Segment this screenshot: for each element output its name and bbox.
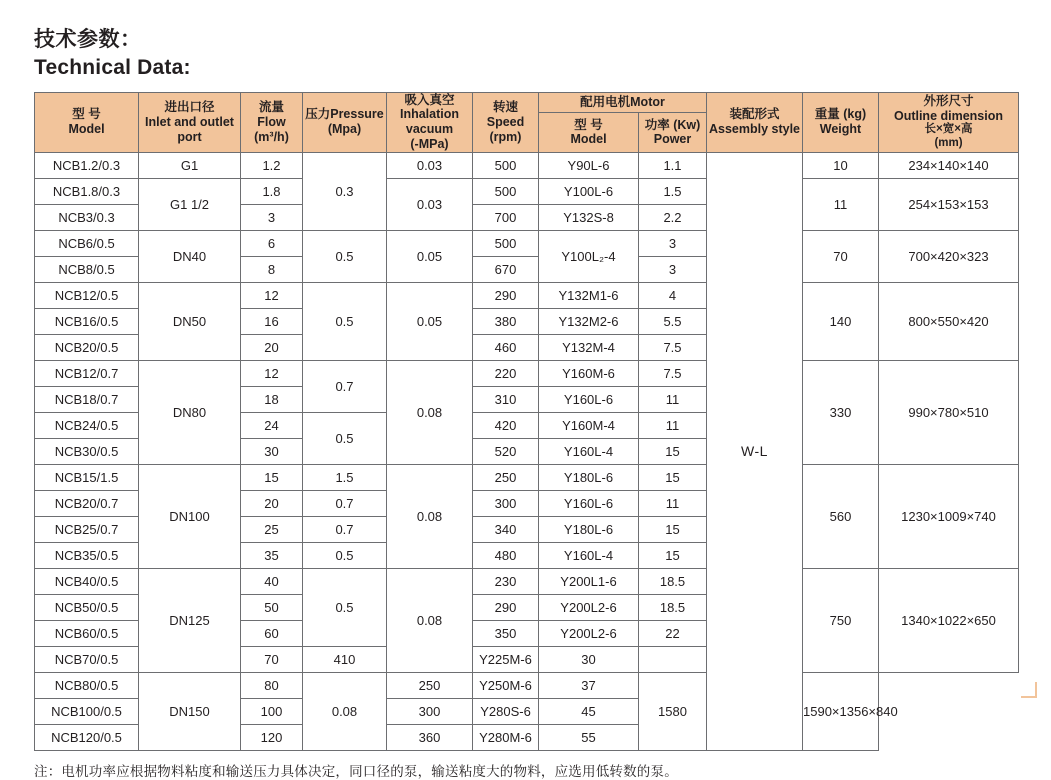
- col-speed-en: Speed: [486, 114, 525, 129]
- col-dimension: [879, 92, 1019, 152]
- col-speed: [473, 92, 539, 152]
- cell-flow: 18: [241, 386, 303, 412]
- col-assembly-en: Assembly style: [708, 122, 801, 137]
- cell-pressure: 0.5: [303, 412, 387, 464]
- col-pressure: [303, 92, 387, 152]
- cell-flow: 3: [241, 204, 303, 230]
- cell-model: NCB20/0.7: [35, 490, 139, 516]
- cell-flow: 12: [241, 282, 303, 308]
- cell-motor-power: 45: [539, 698, 639, 724]
- cell-model: NCB1.8/0.3: [35, 178, 139, 204]
- cell-speed: 700: [473, 204, 539, 230]
- cell-speed: 480: [473, 542, 539, 568]
- cell-speed: 300: [387, 698, 473, 724]
- cell-speed: 250: [387, 672, 473, 698]
- cell-vacuum: 0.08: [387, 464, 473, 568]
- col-weight: [803, 92, 879, 152]
- cell-pressure: 1.5: [303, 464, 387, 490]
- cell-speed: 500: [473, 178, 539, 204]
- cell-motor-power: 22: [639, 620, 707, 646]
- cell-model: NCB40/0.5: [35, 568, 139, 594]
- table-row: [35, 464, 1019, 490]
- cell-weight: 11: [803, 178, 879, 230]
- cell-port: DN125: [139, 568, 241, 672]
- col-port: [139, 92, 241, 152]
- cell-motor-model: Y90L-6: [539, 152, 639, 178]
- cell-motor-model: Y160M-6: [539, 360, 639, 386]
- cell-motor-model: Y160L-4: [539, 438, 639, 464]
- col-weight-cn: 重量 (kg): [814, 107, 867, 122]
- cell-weight: 750: [803, 568, 879, 672]
- cell-flow: 15: [241, 464, 303, 490]
- page-title-cn: 技术参数：: [34, 28, 142, 51]
- cell-model: NCB3/0.3: [35, 204, 139, 230]
- cell-motor-power: 11: [639, 490, 707, 516]
- cell-model: NCB12/0.5: [35, 282, 139, 308]
- col-motor-model: [539, 113, 639, 153]
- cell-motor-model: Y250M-6: [473, 672, 539, 698]
- col-model: [35, 92, 139, 152]
- cell-flow: 35: [241, 542, 303, 568]
- header-row-1: [35, 92, 1019, 112]
- cell-motor-power: 15: [639, 516, 707, 542]
- col-port-cn: 进出口径: [164, 100, 215, 115]
- col-model-en: Model: [68, 122, 105, 137]
- cell-motor-model: Y100L-6: [539, 178, 639, 204]
- cell-pressure: 0.7: [303, 360, 387, 412]
- cell-assembly: W-L: [707, 152, 803, 750]
- cell-model: NCB6/0.5: [35, 230, 139, 256]
- cell-vacuum: 0.05: [387, 230, 473, 282]
- cell-port: DN50: [139, 282, 241, 360]
- cell-speed: 380: [473, 308, 539, 334]
- cell-flow: 60: [241, 620, 303, 646]
- cell-flow: 20: [241, 490, 303, 516]
- cell-motor-power: 11: [639, 386, 707, 412]
- cell-model: NCB35/0.5: [35, 542, 139, 568]
- cell-motor-power: 3: [639, 230, 707, 256]
- cell-weight: 70: [803, 230, 879, 282]
- cell-motor-power: 15: [639, 438, 707, 464]
- cell-model: NCB12/0.7: [35, 360, 139, 386]
- cell-motor-model: Y160L-6: [539, 386, 639, 412]
- cell-model: NCB24/0.5: [35, 412, 139, 438]
- col-vacuum: [387, 92, 473, 152]
- cell-model: NCB60/0.5: [35, 620, 139, 646]
- cell-speed: 460: [473, 334, 539, 360]
- cell-port: G1: [139, 152, 241, 178]
- cell-flow: 20: [241, 334, 303, 360]
- cell-motor-power: 4: [639, 282, 707, 308]
- cell-flow: 16: [241, 308, 303, 334]
- cell-motor-power: 7.5: [639, 360, 707, 386]
- cell-flow: 100: [241, 698, 303, 724]
- cell-speed: 230: [473, 568, 539, 594]
- cell-dimension: 990×780×510: [879, 360, 1019, 464]
- col-flow-cn: 流量: [258, 100, 284, 115]
- cell-motor-power: 2.2: [639, 204, 707, 230]
- col-weight-en: Weight: [819, 122, 862, 137]
- cell-model: NCB8/0.5: [35, 256, 139, 282]
- corner-decoration: [1021, 682, 1037, 698]
- cell-motor-model: Y200L2-6: [539, 594, 639, 620]
- cell-flow: 120: [241, 724, 303, 750]
- cell-speed: 360: [387, 724, 473, 750]
- cell-flow: 70: [241, 646, 303, 672]
- cell-model: NCB50/0.5: [35, 594, 139, 620]
- cell-motor-power: 30: [539, 646, 639, 672]
- cell-motor-model: Y132M1-6: [539, 282, 639, 308]
- cell-flow: 80: [241, 672, 303, 698]
- cell-motor-power: 7.5: [639, 334, 707, 360]
- table-body: [35, 152, 1019, 750]
- table-row: [35, 230, 1019, 256]
- cell-model: NCB20/0.5: [35, 334, 139, 360]
- cell-port: DN100: [139, 464, 241, 568]
- cell-motor-power: 5.5: [639, 308, 707, 334]
- cell-motor-model: Y280M-6: [473, 724, 539, 750]
- cell-dimension: 254×153×153: [879, 178, 1019, 230]
- cell-motor-power: 18.5: [639, 568, 707, 594]
- cell-flow: 50: [241, 594, 303, 620]
- cell-dimension: 700×420×323: [879, 230, 1019, 282]
- cell-model: NCB30/0.5: [35, 438, 139, 464]
- col-pressure-label: 压力Pressure: [305, 107, 384, 122]
- col-motor-power-cn: 功率 (Kw): [644, 117, 701, 132]
- cell-motor-power: 55: [539, 724, 639, 750]
- cell-dimension: 800×550×420: [879, 282, 1019, 360]
- cell-motor-model: Y200L1-6: [539, 568, 639, 594]
- col-motor-power-en: Power: [653, 132, 692, 147]
- col-flow-en: Flow: [257, 114, 286, 129]
- cell-port: G1 1/2: [139, 178, 241, 230]
- cell-pressure: 0.7: [303, 516, 387, 542]
- cell-motor-model: Y160L-6: [539, 490, 639, 516]
- cell-dimension: 234×140×140: [879, 152, 1019, 178]
- table-row: [35, 152, 1019, 178]
- col-dimension-en: Outline dimension: [893, 108, 1004, 123]
- col-vacuum-unit: (-MPa): [410, 136, 449, 151]
- table-row: [35, 282, 1019, 308]
- cell-port: DN150: [139, 672, 241, 750]
- technical-data-table: [34, 92, 1019, 751]
- table-row: [35, 360, 1019, 386]
- cell-weight: 330: [803, 360, 879, 464]
- cell-speed: 520: [473, 438, 539, 464]
- cell-motor-model: Y180L-6: [539, 464, 639, 490]
- cell-flow: 1.8: [241, 178, 303, 204]
- cell-motor-model: Y132M-4: [539, 334, 639, 360]
- cell-speed: 220: [473, 360, 539, 386]
- cell-motor-power: 15: [639, 542, 707, 568]
- cell-motor-model: Y180L-6: [539, 516, 639, 542]
- cell-pressure: 0.5: [303, 230, 387, 282]
- cell-weight: 560: [803, 464, 879, 568]
- col-vacuum-en: Inhalation vacuum: [399, 107, 460, 137]
- cell-vacuum: 0.08: [387, 360, 473, 464]
- cell-speed: 290: [473, 282, 539, 308]
- cell-weight: 1580: [639, 672, 707, 750]
- cell-dimension: 1340×1022×650: [879, 568, 1019, 672]
- cell-speed: 670: [473, 256, 539, 282]
- cell-model: NCB80/0.5: [35, 672, 139, 698]
- col-dimension-cn: 外形尺寸: [923, 93, 974, 108]
- cell-vacuum: 0.05: [387, 282, 473, 360]
- cell-flow: 25: [241, 516, 303, 542]
- cell-motor-model: Y200L2-6: [539, 620, 639, 646]
- cell-pressure: 0.5: [303, 542, 387, 568]
- cell-vacuum: 0.08: [303, 672, 387, 750]
- cell-model: NCB120/0.5: [35, 724, 139, 750]
- cell-flow: 6: [241, 230, 303, 256]
- cell-motor-power: 3: [639, 256, 707, 282]
- col-flow-unit: (m³/h): [254, 129, 289, 144]
- col-assembly-cn: 装配形式: [729, 107, 780, 122]
- cell-speed: 290: [473, 594, 539, 620]
- cell-speed: 410: [303, 646, 387, 672]
- cell-speed: 420: [473, 412, 539, 438]
- footnote: 注：电机功率应根据物料粘度和输送压力具体决定，同口径的泵，输送粘度大的物料，应选用低转数的泵。: [34, 763, 678, 779]
- col-assembly: [707, 92, 803, 152]
- cell-dimension: 1230×1009×740: [879, 464, 1019, 568]
- cell-motor-model: Y160M-4: [539, 412, 639, 438]
- cell-weight: 10: [803, 152, 879, 178]
- cell-model: NCB70/0.5: [35, 646, 139, 672]
- cell-model: NCB15/1.5: [35, 464, 139, 490]
- cell-flow: 8: [241, 256, 303, 282]
- cell-motor-power: 37: [539, 672, 639, 698]
- cell-pressure: 0.3: [303, 152, 387, 230]
- cell-vacuum: 0.03: [387, 178, 473, 230]
- cell-model: NCB100/0.5: [35, 698, 139, 724]
- cell-motor-power: 11: [639, 412, 707, 438]
- cell-speed: 300: [473, 490, 539, 516]
- cell-port: DN40: [139, 230, 241, 282]
- table-row: [35, 568, 1019, 594]
- table-header: [35, 92, 1019, 152]
- col-motor-model-en: Model: [570, 132, 607, 147]
- cell-motor-model: Y132S-8: [539, 204, 639, 230]
- col-motor-power: [639, 113, 707, 153]
- col-speed-unit: (rpm): [489, 129, 522, 144]
- cell-speed: 350: [473, 620, 539, 646]
- col-motor-group: 配用电机Motor: [539, 92, 707, 112]
- cell-motor-power: 1.1: [639, 152, 707, 178]
- col-pressure-unit: (Mpa): [327, 122, 362, 137]
- cell-speed: 250: [473, 464, 539, 490]
- cell-motor-power: 18.5: [639, 594, 707, 620]
- cell-dimension: 1590×1356×840: [803, 672, 879, 750]
- cell-motor-model: Y100L₂-4: [539, 230, 639, 282]
- cell-model: NCB25/0.7: [35, 516, 139, 542]
- cell-motor-model: Y225M-6: [473, 646, 539, 672]
- cell-port: DN80: [139, 360, 241, 464]
- col-vacuum-cn: 吸入真空: [404, 92, 455, 107]
- col-flow: [241, 92, 303, 152]
- page-title-en: Technical Data:: [34, 56, 191, 80]
- cell-speed: 500: [473, 230, 539, 256]
- cell-flow: 40: [241, 568, 303, 594]
- table-row: [35, 178, 1019, 204]
- cell-flow: 1.2: [241, 152, 303, 178]
- cell-speed: 310: [473, 386, 539, 412]
- cell-flow: 12: [241, 360, 303, 386]
- cell-flow: 24: [241, 412, 303, 438]
- cell-speed: 340: [473, 516, 539, 542]
- table-row: [35, 672, 1019, 698]
- cell-flow: 30: [241, 438, 303, 464]
- cell-motor-model: Y132M2-6: [539, 308, 639, 334]
- col-speed-cn: 转速: [492, 100, 518, 115]
- cell-motor-model: Y280S-6: [473, 698, 539, 724]
- col-dimension-unit: (mm): [934, 136, 963, 149]
- cell-model: NCB1.2/0.3: [35, 152, 139, 178]
- cell-model: NCB18/0.7: [35, 386, 139, 412]
- cell-motor-model: Y160L-4: [539, 542, 639, 568]
- cell-pressure: 0.5: [303, 568, 387, 646]
- cell-model: NCB16/0.5: [35, 308, 139, 334]
- cell-vacuum: 0.03: [387, 152, 473, 178]
- cell-pressure: 0.7: [303, 490, 387, 516]
- col-model-cn: 型 号: [72, 107, 101, 122]
- cell-motor-power: 1.5: [639, 178, 707, 204]
- cell-weight: 140: [803, 282, 879, 360]
- col-motor-model-cn: 型 号: [574, 117, 603, 132]
- cell-motor-power: 15: [639, 464, 707, 490]
- col-port-en: Inlet and outlet port: [145, 114, 234, 144]
- cell-vacuum: 0.08: [387, 568, 473, 672]
- col-dimension-sub: 长×宽×高: [924, 123, 973, 136]
- cell-speed: 500: [473, 152, 539, 178]
- cell-pressure: 0.5: [303, 282, 387, 360]
